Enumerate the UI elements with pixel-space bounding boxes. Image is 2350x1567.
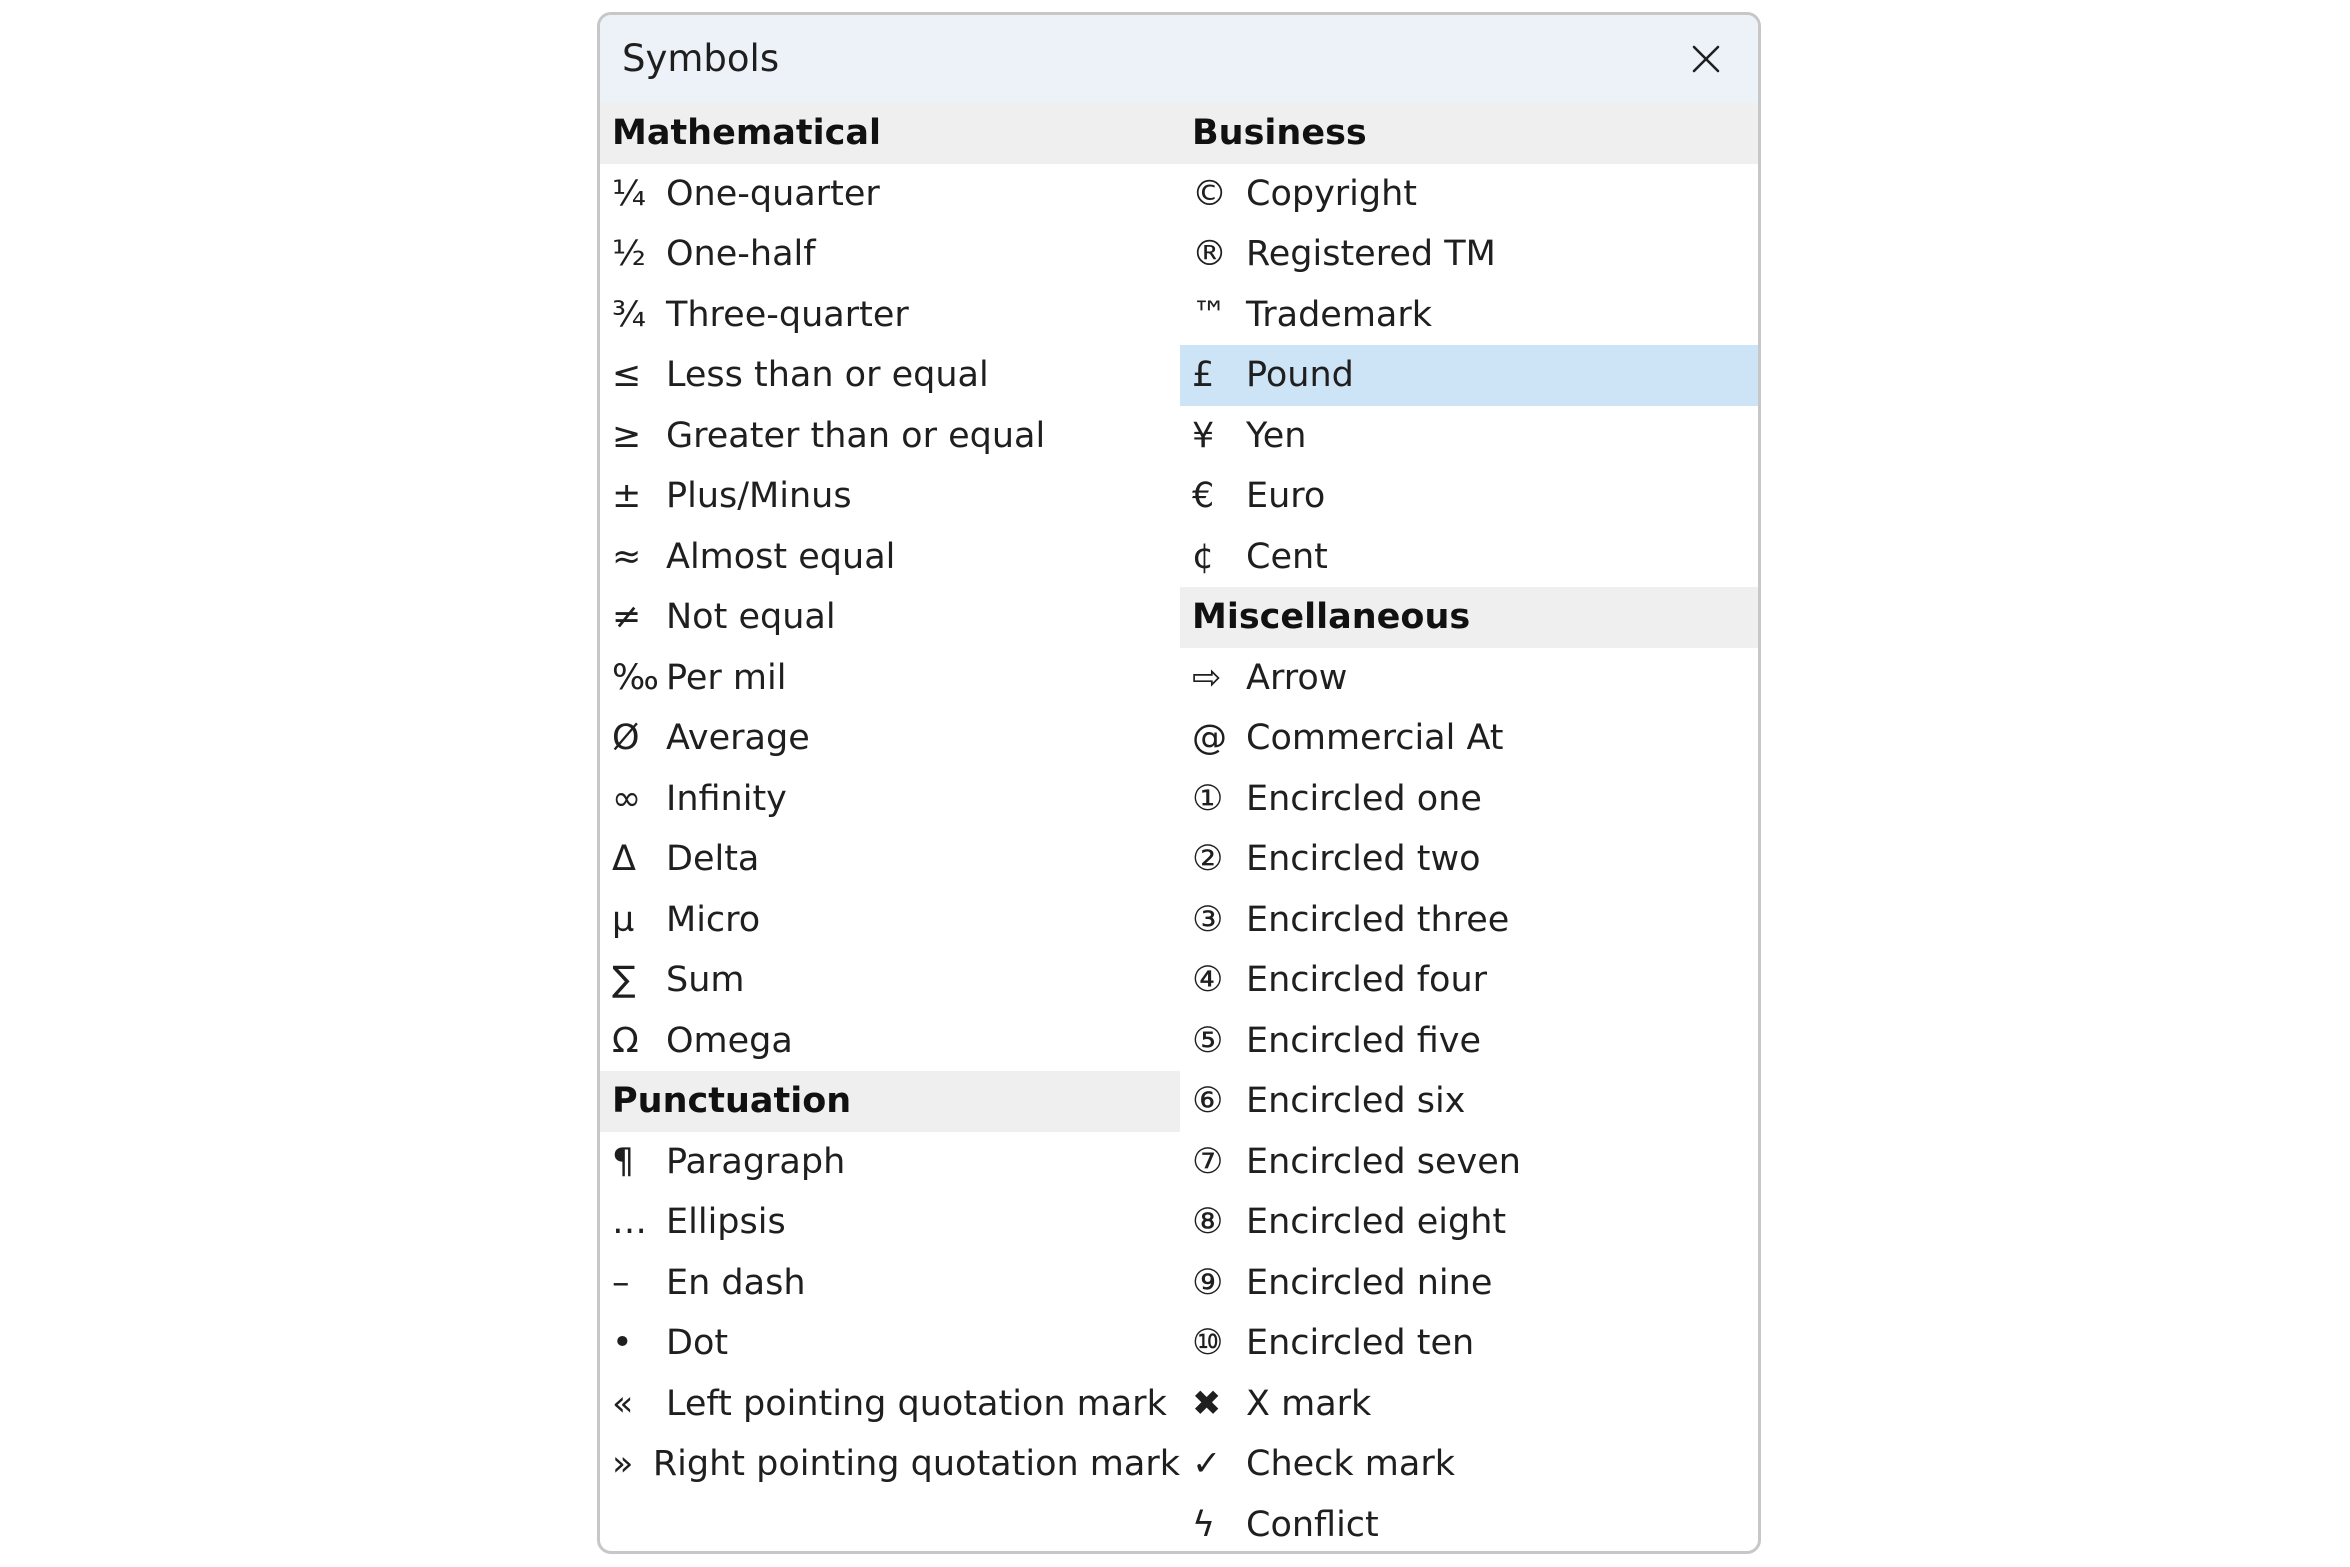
symbol-label: Infinity: [666, 778, 787, 819]
symbol-label: Left pointing quotation mark: [666, 1383, 1167, 1424]
symbol-glyph: ±: [612, 476, 642, 517]
symbol-glyph: ¢: [1192, 536, 1215, 577]
symbol-glyph: ∞: [612, 778, 642, 819]
symbol-item[interactable]: [600, 345, 1180, 406]
symbol-label: Greater than or equal: [666, 415, 1046, 456]
symbol-label: Euro: [1246, 476, 1326, 517]
symbol-label: Encircled five: [1246, 1020, 1482, 1061]
symbol-item[interactable]: [600, 890, 1180, 951]
symbol-glyph: ⑧: [1192, 1202, 1224, 1243]
symbol-glyph: ‰: [612, 657, 659, 698]
symbol-label: Dot: [666, 1323, 729, 1364]
section-header-business: Business: [1180, 103, 1760, 164]
symbol-glyph: µ: [612, 899, 635, 940]
symbol-item[interactable]: [1180, 1434, 1760, 1495]
dialog-title: Symbols: [622, 37, 780, 80]
symbol-item[interactable]: [1180, 829, 1760, 890]
symbol-item[interactable]: [600, 527, 1180, 588]
symbol-glyph: ®: [1192, 234, 1227, 275]
symbol-glyph: ②: [1192, 839, 1224, 880]
symbol-label: Arrow: [1246, 657, 1348, 698]
symbol-glyph: ©: [1192, 173, 1227, 214]
symbol-glyph: ¾: [612, 294, 646, 335]
symbol-item[interactable]: [1180, 466, 1760, 527]
symbol-label: Copyright: [1246, 173, 1418, 214]
symbol-glyph: ∑: [612, 960, 636, 1001]
symbol-item[interactable]: [600, 829, 1180, 890]
symbol-item[interactable]: [1180, 708, 1760, 769]
symbol-item[interactable]: [1180, 527, 1760, 588]
symbol-label: Trademark: [1246, 294, 1433, 335]
symbol-label: Encircled two: [1246, 839, 1481, 880]
symbol-label: Encircled eight: [1246, 1202, 1507, 1243]
symbol-glyph: ½: [612, 234, 646, 275]
symbol-glyph: ③: [1192, 899, 1224, 940]
symbol-glyph: Ø: [612, 718, 640, 759]
symbol-label: Encircled one: [1246, 778, 1482, 819]
symbol-glyph: @: [1192, 718, 1227, 759]
symbol-glyph: ≥: [612, 415, 642, 456]
dialog-titlebar: [600, 15, 1758, 103]
symbol-label: Less than or equal: [666, 355, 989, 396]
symbol-item[interactable]: [1180, 1374, 1760, 1435]
symbol-item[interactable]: [1180, 1495, 1760, 1555]
symbol-glyph: Ω: [612, 1020, 639, 1061]
symbol-label: Micro: [666, 899, 761, 940]
symbol-item[interactable]: [1180, 1011, 1760, 1072]
symbol-glyph: «: [612, 1383, 634, 1424]
symbol-glyph: £: [1192, 355, 1215, 396]
symbol-label: Delta: [666, 839, 760, 880]
symbol-label: Average: [666, 718, 810, 759]
close-button[interactable]: [1684, 37, 1728, 81]
section-header-mathematical: Mathematical: [600, 103, 1180, 164]
symbol-glyph: ⑦: [1192, 1141, 1224, 1182]
symbol-glyph: »: [612, 1444, 634, 1485]
symbol-glyph: ④: [1192, 960, 1224, 1001]
symbol-item[interactable]: [1180, 1192, 1760, 1253]
symbol-item[interactable]: [600, 164, 1180, 225]
symbol-label: Encircled ten: [1246, 1323, 1475, 1364]
symbol-item[interactable]: [1180, 345, 1760, 406]
symbol-label: Almost equal: [666, 536, 896, 577]
symbol-column-left: [600, 103, 1180, 1495]
symbol-item[interactable]: [1180, 1132, 1760, 1193]
symbol-item[interactable]: [1180, 1313, 1760, 1374]
symbol-glyph: ≈: [612, 536, 642, 577]
symbol-item[interactable]: [600, 769, 1180, 830]
symbol-item[interactable]: [600, 648, 1180, 709]
symbol-label: En dash: [666, 1262, 806, 1303]
symbol-label: Encircled seven: [1246, 1141, 1521, 1182]
symbol-glyph: ϟ: [1192, 1504, 1216, 1545]
symbol-glyph: ⇨: [1192, 657, 1222, 698]
symbol-label: Commercial At: [1246, 718, 1504, 759]
symbol-label: Encircled three: [1246, 899, 1510, 940]
section-header-miscellaneous: Miscellaneous: [1180, 587, 1760, 648]
symbol-label: Check mark: [1246, 1444, 1455, 1485]
symbol-glyph: ⑥: [1192, 1081, 1224, 1122]
symbol-item[interactable]: [600, 708, 1180, 769]
symbol-glyph: ¥: [1192, 415, 1215, 456]
symbol-glyph: ≠: [612, 597, 642, 638]
symbol-item[interactable]: [600, 1132, 1180, 1193]
symbol-item[interactable]: [1180, 164, 1760, 225]
symbol-item[interactable]: [1180, 769, 1760, 830]
symbol-item[interactable]: [600, 1434, 1180, 1495]
symbol-label: Yen: [1246, 415, 1307, 456]
symbol-item[interactable]: [1180, 950, 1760, 1011]
symbol-glyph: Δ: [612, 839, 636, 880]
symbol-item[interactable]: [600, 1253, 1180, 1314]
symbol-item[interactable]: [600, 950, 1180, 1011]
symbol-label: Per mil: [666, 657, 787, 698]
symbol-label: Conflict: [1246, 1504, 1379, 1545]
symbol-item[interactable]: [600, 1313, 1180, 1374]
symbol-item[interactable]: [600, 1011, 1180, 1072]
symbol-item[interactable]: [600, 406, 1180, 467]
symbol-glyph: ⑩: [1192, 1323, 1224, 1364]
symbol-item[interactable]: [600, 1374, 1180, 1435]
symbol-item[interactable]: [600, 224, 1180, 285]
symbol-label: Encircled six: [1246, 1081, 1466, 1122]
symbol-label: Right pointing quotation mark: [652, 1444, 1180, 1485]
symbol-label: Paragraph: [666, 1141, 846, 1182]
symbol-label: Encircled nine: [1246, 1262, 1493, 1303]
symbol-glyph: ≤: [612, 355, 642, 396]
symbol-label: Plus/Minus: [666, 476, 852, 517]
symbol-glyph: ✖: [1192, 1383, 1222, 1424]
symbol-label: One-quarter: [666, 173, 880, 214]
section-header-punctuation: Punctuation: [600, 1071, 1180, 1132]
symbol-item[interactable]: [1180, 406, 1760, 467]
symbol-glyph: €: [1192, 476, 1215, 517]
symbol-glyph: ™: [1192, 294, 1227, 335]
symbol-glyph: –: [612, 1262, 630, 1303]
symbol-item[interactable]: [1180, 890, 1760, 951]
symbol-label: Cent: [1246, 536, 1328, 577]
symbol-glyph: …: [612, 1202, 647, 1243]
symbol-item[interactable]: [600, 1192, 1180, 1253]
symbol-column-right: [1180, 103, 1760, 1554]
symbol-item[interactable]: [1180, 1071, 1760, 1132]
symbol-item[interactable]: [600, 285, 1180, 346]
symbol-label: Not equal: [666, 597, 836, 638]
symbol-label: Pound: [1246, 355, 1354, 396]
symbol-label: X mark: [1246, 1383, 1372, 1424]
symbol-glyph: ¶: [612, 1141, 635, 1182]
symbol-glyph: ⑨: [1192, 1262, 1224, 1303]
symbol-item[interactable]: [1180, 285, 1760, 346]
symbol-item[interactable]: [1180, 224, 1760, 285]
symbol-label: Three-quarter: [666, 294, 909, 335]
close-icon: [1684, 37, 1728, 81]
symbol-label: Omega: [666, 1020, 793, 1061]
symbol-item[interactable]: [600, 587, 1180, 648]
symbol-glyph: ¼: [612, 173, 646, 214]
symbols-dialog: [597, 12, 1761, 1554]
symbol-item[interactable]: [1180, 1253, 1760, 1314]
symbol-item[interactable]: [1180, 648, 1760, 709]
symbol-glyph: ①: [1192, 778, 1224, 819]
symbol-glyph: •: [612, 1323, 633, 1364]
symbol-label: Encircled four: [1246, 960, 1488, 1001]
symbol-label: Sum: [666, 960, 745, 1001]
symbol-label: One-half: [666, 234, 816, 275]
symbol-item[interactable]: [600, 466, 1180, 527]
symbol-glyph: ⑤: [1192, 1020, 1224, 1061]
symbol-glyph: ✓: [1192, 1444, 1222, 1485]
symbol-label: Registered TM: [1246, 234, 1496, 275]
symbol-label: Ellipsis: [666, 1202, 786, 1243]
